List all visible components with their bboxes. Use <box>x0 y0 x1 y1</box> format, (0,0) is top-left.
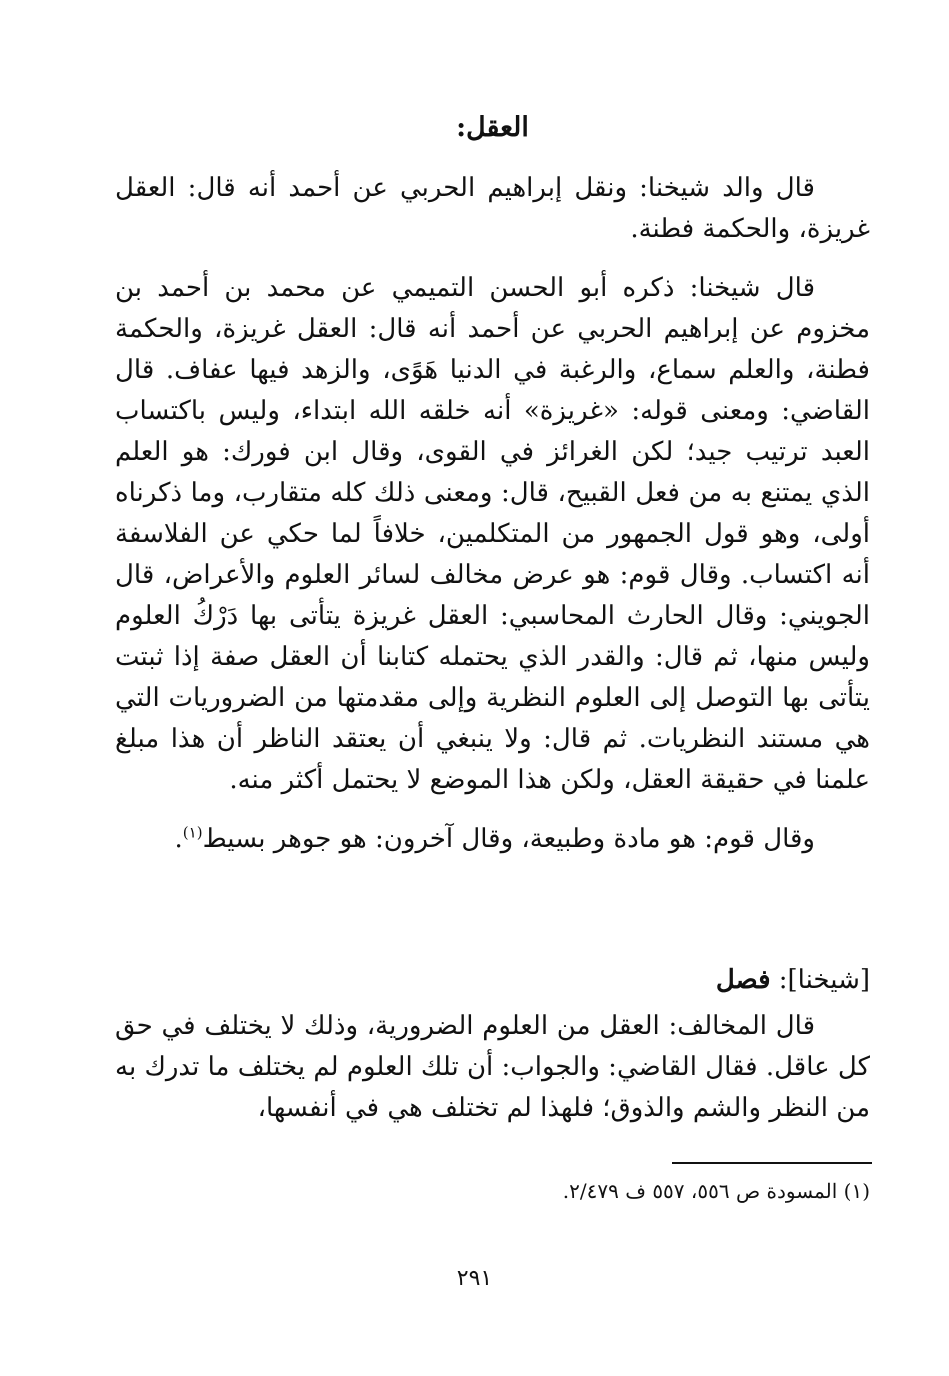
footnote <box>115 1176 870 1206</box>
footnote-text: المسودة ص ٥٥٦، ٥٥٧ ف ٢/٤٧٩. <box>562 1179 838 1203</box>
page-number: ٢٩١ <box>456 1266 493 1291</box>
paragraph-1: قال والد شيخنا: ونقل إبراهيم الحربي عن أحمد أنه قال: العقل غريزة، والحكمة فطنة. <box>115 173 870 244</box>
paragraph-3-text: وقال قوم: هو مادة وطبيعة، وقال آخرون: هو جوهر بسيط <box>202 824 815 854</box>
body-text-bottom <box>115 1006 870 1129</box>
paragraph-4: قال المخالف: العقل من العلوم الضرورية، وذلك لا يختلف في حق كل عاقل. فقال القاضي: والجواب: أن تلك العلوم لم يختلف ما تدرك به من النظر والشم والذوق؛ فلهذا لم تختلف هي في أنفسها، <box>115 1011 870 1123</box>
paragraph-3-end: . <box>174 824 183 854</box>
paragraph-2: قال شيخنا: ذكره أبو الحسن التميمي عن محمد بن أحمد بن مخزوم عن إبراهيم الحربي عن أحمد أنه قال: العقل غريزة، والحكمة فطنة، والعلم سماع، والرغبة في الدنيا هَوًى، والزهد فيها عفاف. قال القاضي: ومعنى قوله: «غريزة» أنه خلقه الله ابتداء، وليس باكتساب العبد ترتيب جيد؛ لكن الغرائز في القوى، وقال ابن فورك: هو العلم الذي يمتنع به من فعل القبيح، قال: ومعنى ذلك كله متقارب، وما ذكرناه أولى، وهو قول الجمهور من المتكلمين، خلافاً لما حكي عن الفلاسفة أنه اكتساب. وقال قوم: هو عرض مخالف لسائر العلوم والأعراض، قال الجويني: وقال الحارث المحاسبي: العقل غريزة يتأتى بها دَرْكُ العلوم وليس منها، ثم قال: والقدر الذي يحتمله كتابنا أن العقل صفة إذا ثبتت يتأتى بها التوصل إلى العلوم النظرية وإلى مقدمتها من الضروريات التي هي مستند النظريات. ثم قال: ولا ينبغي أن يعتقد الناظر أن هذا مبلغ علمنا في حقيقة العقل، ولكن هذا الموضع لا يحتمل أكثر منه. <box>115 273 870 795</box>
footnote-marker: (١) <box>843 1179 870 1203</box>
fasl-bracket: [شيخنا]: <box>778 965 870 995</box>
footnote-divider <box>672 1162 872 1164</box>
body-text-top <box>115 168 870 860</box>
fasl-title: فصل <box>715 965 771 995</box>
fasl-heading <box>115 960 870 1000</box>
footnote-reference: (١) <box>182 823 203 842</box>
section-heading: العقل: <box>456 112 529 143</box>
paragraph-3 <box>115 819 870 860</box>
